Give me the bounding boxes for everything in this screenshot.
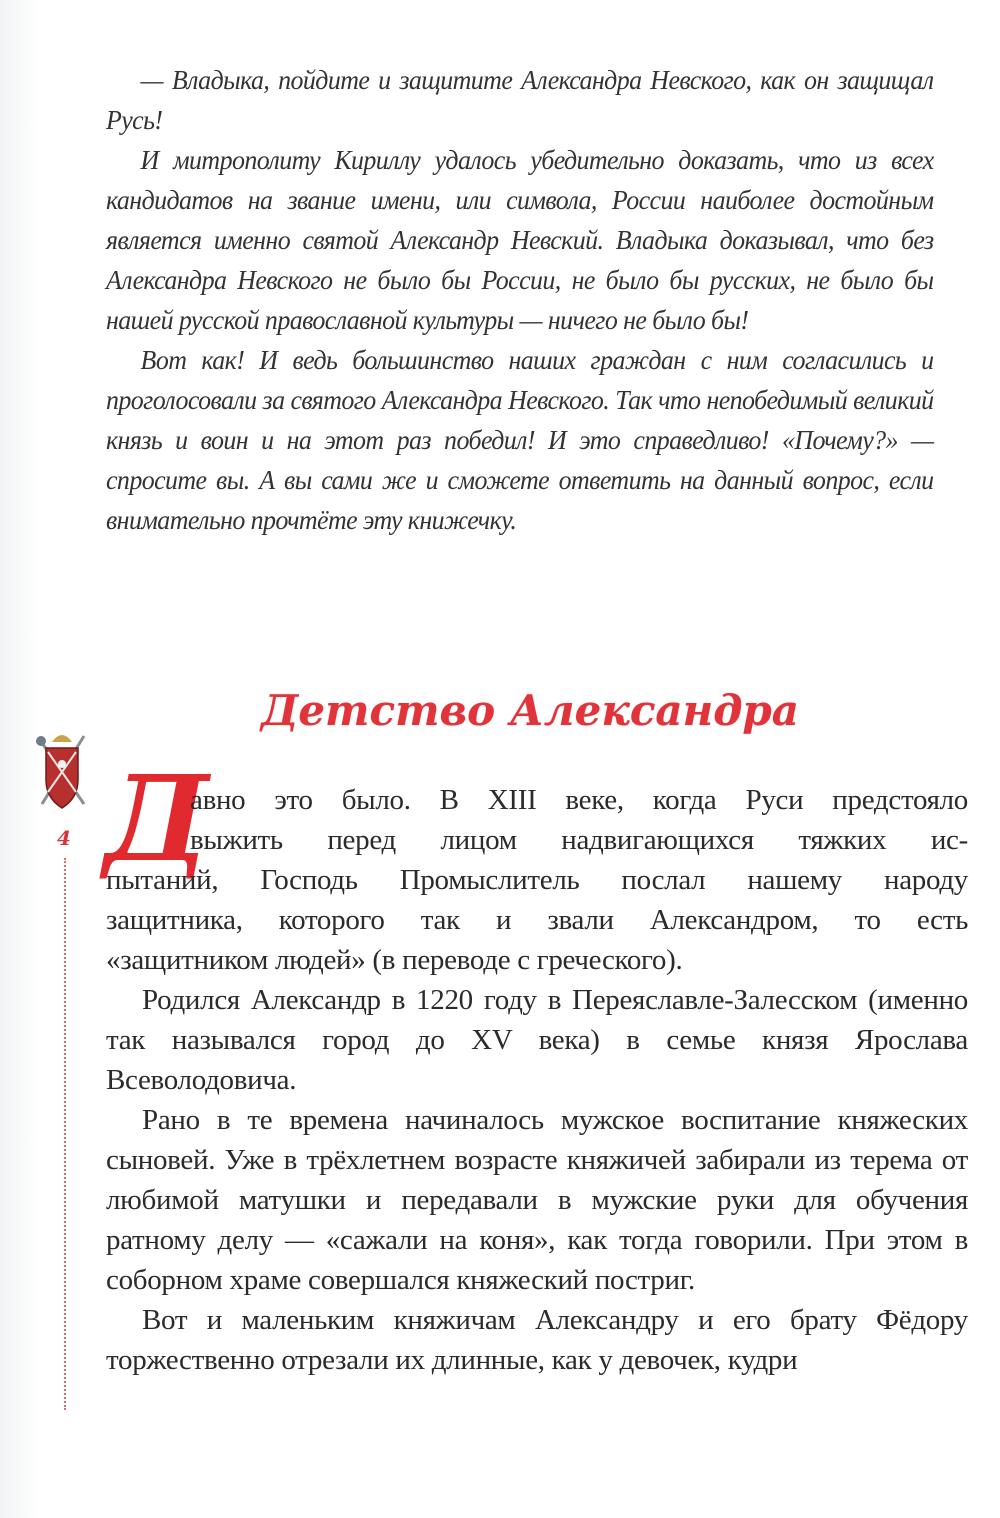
text-line: «защитником людей» (в переводе с греческого). bbox=[106, 944, 683, 976]
page-number: 4 bbox=[57, 826, 71, 850]
body-paragraph: Вот и маленьким княжичам Александру и его брату Фёдору торжественно отрезали их длинные, как у девочек, кудри bbox=[106, 1304, 968, 1376]
body-paragraph: Рано в те времена начиналось мужское воспитание княжеских сыновей. Уже в трёхлетнем возрасте княжичей забирали из терема от любимой матушки и передавали в мужские руки для обучения ратному делу — «сажали на коня», как тогда говорили. При этом в соборном храме совершался княжеский постриг. bbox=[106, 1104, 968, 1296]
shield-emblem-icon bbox=[34, 728, 90, 812]
drop-cap: Д bbox=[104, 749, 209, 888]
first-paragraph bbox=[106, 780, 968, 980]
intro-text bbox=[106, 60, 934, 540]
intro-paragraph: — Владыка, пойдите и защитите Александра Невского, как он защищал Русь! bbox=[106, 65, 934, 135]
intro-paragraph: Вот как! И ведь большинство наших граждан с ним согласились и проголосовали за святого Александра Невского. Так что непобедимый великий князь и воин и на этот раз победил! И это справедливо! «Почему?» — спросите вы. А вы сами же и сможете ответить на данный вопрос, если внимательно прочтёте эту книжечку. bbox=[106, 345, 934, 535]
text-line: выжить перед лицом надвигающихся тяжких ис- bbox=[190, 824, 968, 856]
intro-paragraph: И митрополиту Кириллу удалось убедительно доказать, что из всех кандидатов на звание имени, или символа, России наиболее достойным является именно святой Александр Невский. Владыка доказывал, что без Александра Невского не было бы России, не было бы русских, не было бы нашей русской православной культуры — ничего не было бы! bbox=[106, 145, 934, 335]
body-paragraph: Родился Александр в 1220 году в Переяславле-Залесском (именно так назывался город до XV века) в семье князя Ярослава Всеволодовича. bbox=[106, 984, 968, 1096]
text-line: защитника, которого так и звали Александром, то есть bbox=[106, 904, 968, 936]
text-line: пытаний, Господь Промыслитель послал нашему народу bbox=[106, 864, 968, 896]
text-line: авно это было. В XIII веке, когда Руси предстояло bbox=[190, 784, 968, 816]
dotted-margin-rule bbox=[64, 858, 66, 1410]
chapter-body bbox=[106, 780, 968, 1380]
chapter-title: Детство Александра bbox=[260, 686, 800, 735]
